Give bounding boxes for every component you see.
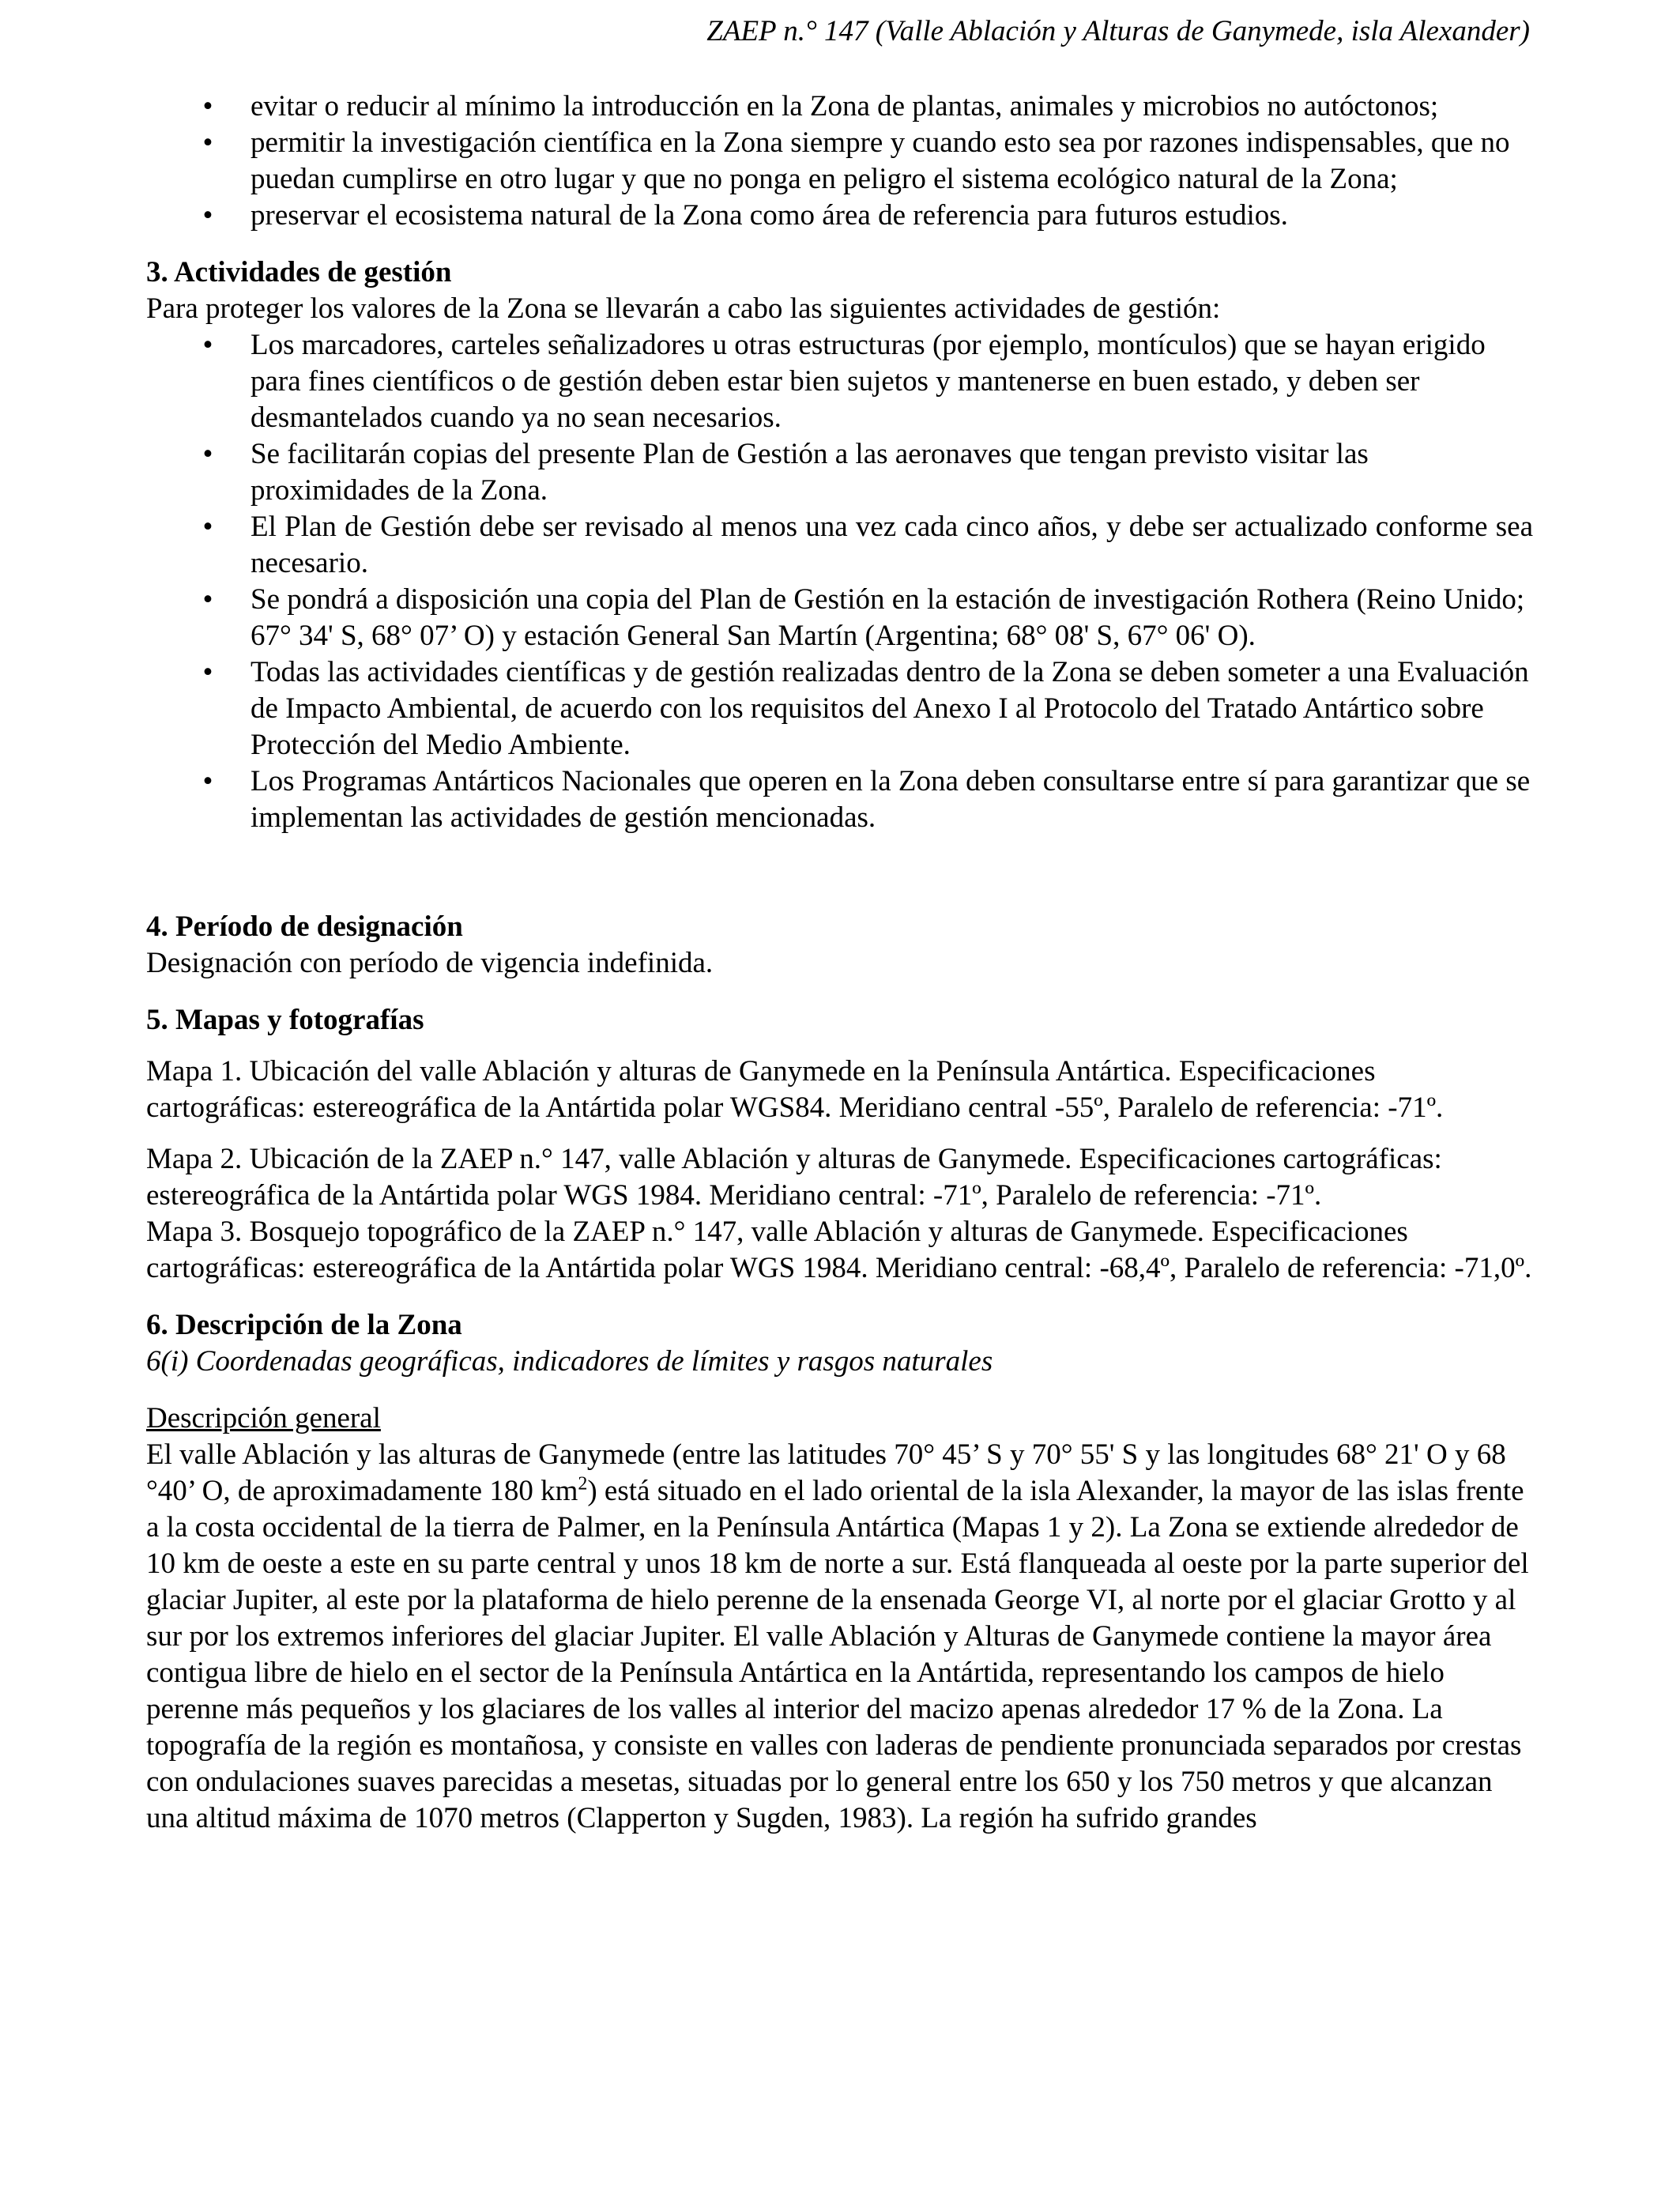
bullet-icon: •: [202, 656, 213, 688]
bullet-icon: •: [202, 329, 213, 361]
document-body: [146, 89, 1533, 1837]
map-3-caption: Mapa 3. Bosquejo topográfico de la ZAEP n.° 147, valle Ablación y alturas de Ganymede. Especificaciones cartográficas: estereográfica de la Antártida polar WGS 1984. Meridiano central: -68,4º, Paralelo de referencia: -71,0º.: [146, 1216, 1532, 1284]
section-3-heading: 3. Actividades de gestión: [146, 256, 452, 288]
section-5-heading: 5. Mapas y fotografías: [146, 1004, 424, 1036]
bullet-icon: •: [202, 511, 213, 543]
bullet-icon: •: [202, 765, 213, 797]
management-activities-list: [146, 327, 1533, 836]
list-item: • evitar o reducir al mínimo la introducción en la Zona de plantas, animales y microbios no autóctonos;: [146, 89, 1533, 125]
bullet-icon: •: [202, 583, 213, 616]
map-1-caption: Mapa 1. Ubicación del valle Ablación y alturas de Ganymede en la Península Antártica. Especificaciones cartográficas: estereográfica de la Antártida polar WGS84. Meridiano central -55º, Paralelo de referencia: -71º.: [146, 1055, 1444, 1124]
list-item: • Todas las actividades científicas y de gestión realizadas dentro de la Zona se deben someter a una Evaluación de Impacto Ambiental, de acuerdo con los requisitos del Anexo I al Protocolo del Tratado Antártico sobre Protección del Medio Ambiente.: [146, 654, 1533, 763]
list-item: • Se facilitarán copias del presente Plan de Gestión a las aeronaves que tengan previsto visitar las proximidades de la Zona.: [146, 436, 1533, 509]
section-3-intro: Para proteger los valores de la Zona se llevarán a cabo las siguientes actividades de gestión:: [146, 292, 1221, 325]
list-item: • Los marcadores, carteles señalizadores u otras estructuras (por ejemplo, montículos) que se hayan erigido para fines científicos o de gestión deben estar bien sujetos y mantenerse en buen estado, y deben ser desmantelados cuando ya no sean necesarios.: [146, 327, 1533, 436]
bullet-icon: •: [202, 438, 213, 470]
list-item: • El Plan de Gestión debe ser revisado al menos una vez cada cinco años, y debe ser actualizado conforme sea necesario.: [146, 509, 1533, 582]
general-description-title: Descripción general: [146, 1402, 381, 1434]
list-item: • permitir la investigación científica en la Zona siempre y cuando esto sea por razones indispensables, que no puedan cumplirse en otro lugar y que no ponga en peligro el sistema ecológico natural de la Zona;: [146, 125, 1533, 198]
running-header: ZAEP n.° 147 (Valle Ablación y Alturas de Ganymede, isla Alexander): [706, 15, 1530, 47]
section-6-subheading: 6(i) Coordenadas geográficas, indicadores de límites y rasgos naturales: [146, 1345, 993, 1378]
objectives-list: [146, 89, 1533, 234]
bullet-icon: •: [202, 126, 213, 159]
list-item: • Se pondrá a disposición una copia del Plan de Gestión en la estación de investigación Rothera (Reino Unido; 67° 34' S, 68° 07’ O) y estación General San Martín (Argentina; 68° 08' S, 67° 06' O).: [146, 582, 1533, 654]
bullet-icon: •: [202, 90, 213, 123]
list-item: • preservar el ecosistema natural de la Zona como área de referencia para futuros estudios.: [146, 198, 1533, 234]
map-2-caption: Mapa 2. Ubicación de la ZAEP n.° 147, valle Ablación y alturas de Ganymede. Especificaciones cartográficas: estereográfica de la Antártida polar WGS 1984. Meridiano central: -71º, Paralelo de referencia: -71º.: [146, 1143, 1442, 1212]
bullet-icon: •: [202, 199, 213, 232]
section-6-heading: 6. Descripción de la Zona: [146, 1309, 462, 1341]
general-description-text: El valle Ablación y las alturas de Ganymede (entre las latitudes 70° 45’ S y 70° 55' S y las longitudes 68° 21' O y 68 °40’ O, de aproximadamente 180 $km^2$) está situado en el lado oriental de la isla Alexander, la mayor de las islas frente a la costa occidental de la tierra de Palmer, en la Península Antártica (Mapas 1 y 2). La Zona se extiende alrededor de 10 km de oeste a este en su parte central y unos 18 km de norte a sur. Está flanqueada al oeste por la parte superior del glaciar Jupiter, al este por la plataforma de hielo perenne de la ensenada George VI, al norte por el glaciar Grotto y al sur por los extremos inferiores del glaciar Jupiter. El valle Ablación y Alturas de Ganymede contiene la mayor área contigua libre de hielo en el sector de la Península Antártica en la Antártida, representando los campos de hielo perenne más pequeños y los glaciares de los valles al interior del macizo apenas alrededor 17 % de la Zona. La topografía de la región es montañosa, y consiste en valles con laderas de pendiente pronunciada separados por crestas con ondulaciones suaves parecidas a mesetas, situadas por lo general entre los 650 y los 750 metros y que alcanzan una altitud máxima de 1070 metros (Clapperton y Sugden, 1983). La región ha sufrido grandes: [146, 1438, 1529, 1834]
section-4-heading: 4. Período de designación: [146, 910, 463, 943]
list-item: • Los Programas Antárticos Nacionales que operen en la Zona deben consultarse entre sí para garantizar que se implementan las actividades de gestión mencionadas.: [146, 763, 1533, 836]
section-4-text: Designación con período de vigencia indefinida.: [146, 947, 714, 979]
